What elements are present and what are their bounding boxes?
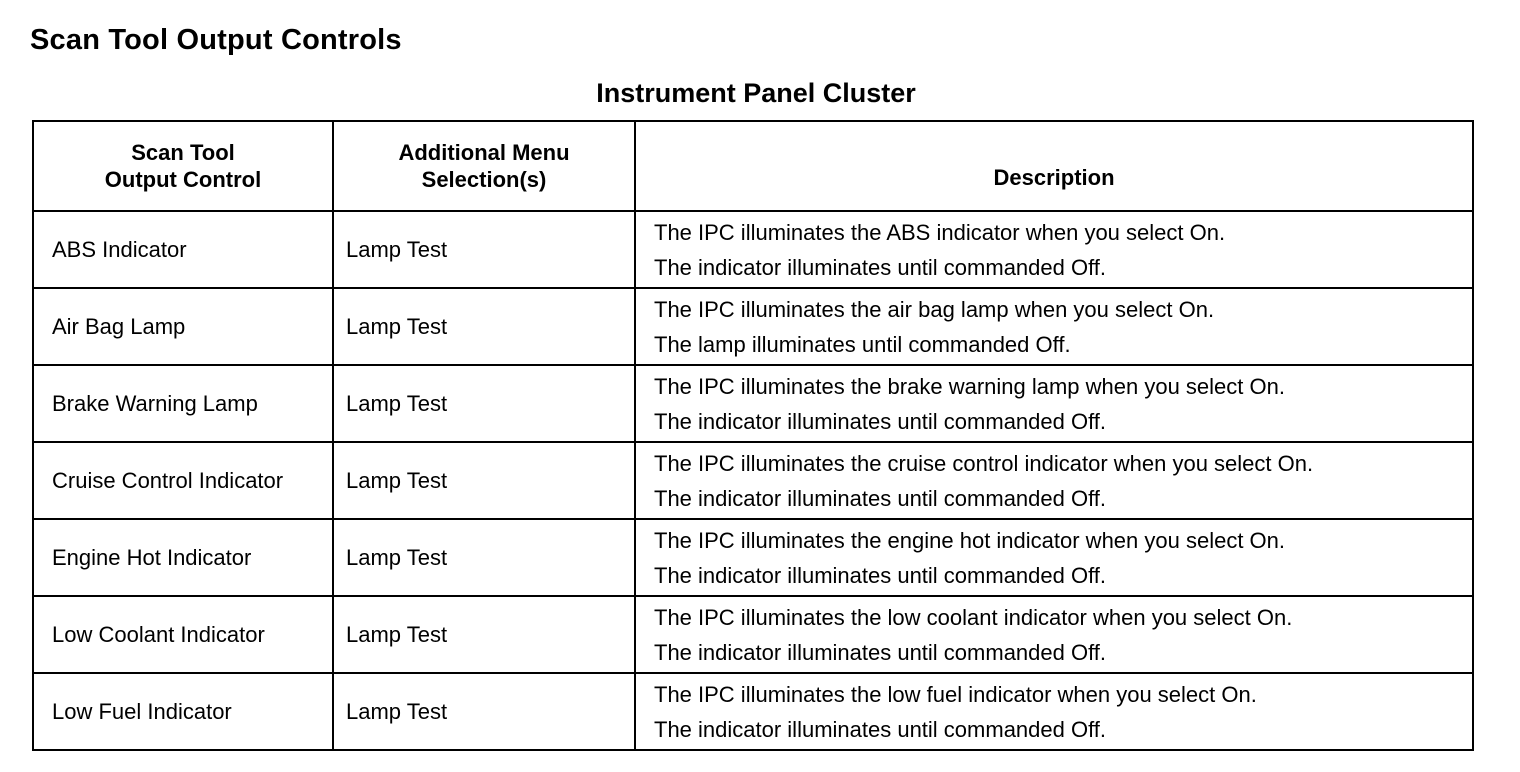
description-line: The IPC illuminates the cruise control indicator when you select On. [654,450,1314,476]
table-row [33,288,1473,365]
description-line: The IPC illuminates the ABS indicator when you select On. [654,219,1226,245]
menu-selection-cell: Lamp Test [333,673,635,750]
table-row [33,211,1473,288]
table-row [33,519,1473,596]
menu-selection-cell: Lamp Test [333,519,635,596]
output-control-cell: Cruise Control Indicator [33,442,333,519]
description-cell [635,442,1473,519]
description-line: The IPC illuminates the brake warning lamp when you select On. [654,373,1285,399]
description-line: The indicator illuminates until commanded Off. [654,639,1107,665]
column-header-description: Description [635,121,1473,211]
menu-selection-cell: Lamp Test [333,365,635,442]
table-row [33,596,1473,673]
menu-selection-cell: Lamp Test [333,211,635,288]
column-header-output-control [33,121,333,211]
table-title: Instrument Panel Cluster [596,78,916,108]
description-cell [635,365,1473,442]
description-cell [635,211,1473,288]
menu-selection-cell: Lamp Test [333,442,635,519]
description-line: The IPC illuminates the air bag lamp when you select On. [654,296,1215,322]
header-row [33,121,1473,211]
output-control-cell: Low Fuel Indicator [33,673,333,750]
table-row [33,673,1473,750]
output-control-cell: Brake Warning Lamp [33,365,333,442]
column-header-output-control-line1: Scan Tool [131,140,235,165]
column-header-output-control-line2: Output Control [104,167,262,192]
column-header-menu-selection [333,121,635,211]
description-cell [635,519,1473,596]
column-header-menu-selection-line2: Selection(s) [421,167,547,192]
table-row [33,365,1473,442]
description-line: The IPC illuminates the engine hot indicator when you select On. [654,527,1286,553]
description-line: The indicator illuminates until commanded Off. [654,562,1107,588]
description-line: The lamp illuminates until commanded Off. [654,331,1071,357]
column-header-menu-selection-line1: Additional Menu [398,140,570,165]
description-line: The IPC illuminates the low fuel indicator when you select On. [654,681,1257,707]
output-control-cell: Air Bag Lamp [33,288,333,365]
menu-selection-cell: Lamp Test [333,596,635,673]
description-cell [635,673,1473,750]
output-controls-table [32,120,1474,751]
description-line: The indicator illuminates until commanded Off. [654,485,1107,511]
description-line: The indicator illuminates until commanded Off. [654,408,1107,434]
description-line: The indicator illuminates until commanded Off. [654,254,1107,280]
output-control-cell: Engine Hot Indicator [33,519,333,596]
description-cell [635,596,1473,673]
output-control-cell: Low Coolant Indicator [33,596,333,673]
table-row [33,442,1473,519]
description-line: The indicator illuminates until commanded Off. [654,716,1107,742]
output-control-cell: ABS Indicator [33,211,333,288]
menu-selection-cell: Lamp Test [333,288,635,365]
page-heading: Scan Tool Output Controls [30,24,402,56]
description-cell [635,288,1473,365]
description-line: The IPC illuminates the low coolant indicator when you select On. [654,604,1293,630]
